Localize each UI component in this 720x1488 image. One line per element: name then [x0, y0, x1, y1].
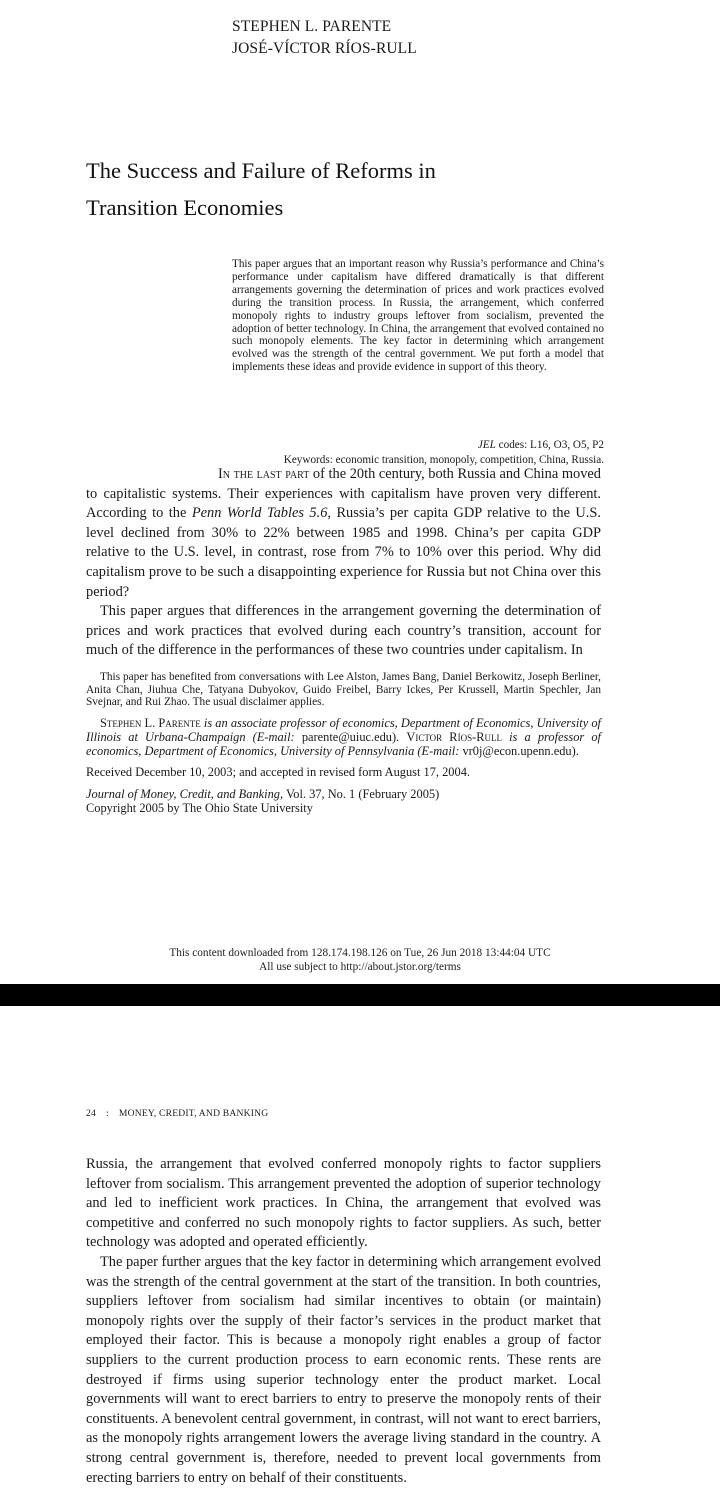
text-run: , Russia’s per capita GDP relative to the U.S. level declined from 30% to 22% between 1985 and 1998. China’s per capita GDP relative to the U.S. level, in contrast, rose from 7% to 10% over this period. Why did capitalism prove to be such a disappointing experience for Russia but not China over this period? [86, 505, 601, 600]
keywords: Keywords: economic transition, monopoly, competition, China, Russia. [283, 454, 604, 466]
author-name: STEPHEN L. PARENTE [232, 18, 392, 35]
download-info: This content downloaded from 128.174.198.126 on Tue, 26 Jun 2018 13:44:04 UTC [169, 947, 551, 959]
footnotes [86, 671, 601, 815]
copyright-notice: Copyright 2005 by The Ohio State University [86, 800, 313, 815]
running-head-separator: : [106, 1108, 109, 1119]
author-list [232, 16, 417, 60]
page-number: 24 [86, 1108, 96, 1119]
intro-paragraph-1 [86, 465, 601, 602]
text-run: of the 20th century, both Russia and China moved to capitalistic systems. Their experiences with capitalism have proven very different. According to the [86, 466, 601, 522]
lead-in-smallcaps: In the last part [218, 466, 310, 482]
terms-link[interactable]: All use subject to http://about.jstor.org/terms [259, 960, 461, 973]
journal-citation [86, 787, 601, 801]
download-footer [0, 947, 720, 974]
journal-volume: Vol. 37, No. 1 (February 2005) [283, 786, 440, 801]
continued-paragraph: Russia, the arrangement that evolved conferred monopoly rights to factor suppliers leftover from socialism. This arrangement prevented the adoption of superior technology and led to inefficient work practices. In China, the arrangement that evolved was competitive and conferred no such monopoly rights to factor suppliers. As such, better technology was adopted and operated efficiently. [86, 1156, 601, 1251]
text-run: is an associate professor of economics, Department of Economics, University of Illinois at Urbana-Champaign ( [86, 715, 601, 744]
author-name-smallcaps: Victor Ríos-Rull [406, 729, 502, 744]
author-email: vr0j@econ.upenn.edu). [459, 744, 579, 759]
paper-title [86, 152, 646, 226]
title-line: The Success and Failure of Reforms in [86, 158, 436, 183]
page-2-text [86, 1155, 601, 1488]
author-name-smallcaps: Stephen L. Parente [100, 715, 201, 730]
author-name: JOSÉ-VÍCTOR RÍOS-RULL [232, 40, 417, 57]
intro-paragraph-2: This paper argues that differences in the arrangement governing the determination of prices and work practices that evolved during each country’s transition, account for much of the difference in the performances of these two countries under capitalism. In [86, 603, 601, 659]
author-bio-note [86, 716, 601, 759]
text-run: E-mail: [421, 744, 460, 759]
introduction-text [86, 465, 601, 661]
jel-codes [478, 438, 604, 453]
author-email: parente@uiuc.edu). [294, 729, 407, 744]
jel-label: JEL [477, 439, 496, 451]
jel-code-values: L16, O3, O5, P2 [530, 439, 604, 451]
journal-name: Journal of Money, Credit, and Banking, [86, 786, 284, 801]
jel-label-rest: codes: [495, 439, 531, 451]
text-run: is a professor of economics, Department of Economics, University of Pennsylvania ( [86, 729, 601, 759]
cited-work: Penn World Tables 5.6 [191, 505, 328, 522]
running-head [86, 1108, 268, 1119]
acknowledgment-note: This paper has benefited from conversations with Lee Alston, James Bang, Daniel Berkowitz, Joseph Berliner, Anita Chan, Jiuhua Che, Tatyana Dubyokov, Guido Freibel, Barry Ickes, Per Krussell, Martin Spechler, Jan Svejnar, and Rui Zhao. The usual disclaimer applies. [86, 671, 601, 709]
journal-running-title: MONEY, CREDIT, AND BANKING [118, 1108, 269, 1119]
title-line: Transition Economies [86, 195, 284, 220]
received-dates: Received December 10, 2003; and accepted in revised form August 17, 2004. [86, 765, 470, 780]
abstract: This paper argues that an important reason why Russia’s performance and China’s performance under capitalism have differed dramatically is that different arrangements governing the determination of prices and work practices evolved during the transition process. In Russia, the arrangement, which conferred monopoly rights to industry groups leftover from socialism, prevented the adoption of better technology. In China, the arrangement that evolved contained no such monopoly elements. The key factor in determining which arrangement evolved was the strength of the central government. We put forth a model that implements these ideas and provide evidence in support of this theory. [232, 258, 604, 374]
page-separator [0, 984, 720, 1006]
paragraph: The paper further argues that the key factor in determining which arrangement evolved was the strength of the central government at the start of the transition. In both countries, suppliers leftover from socialism had similar incentives to obtain (or maintain) monopoly rights over the supply of their factor’s services in the product market that employed their factor. This is because a monopoly right enables a group of factor suppliers to the current production process to earn economic rents. These rents are destroyed if firms using superior technology enter the product market. Local governments will want to erect barriers to entry to preserve the monopoly rents of their constituents. A benevolent central government, in contrast, will not want to erect barriers, as the monopoly rights arrangement lowers the average living standard in the country. A strong central government is, therefore, needed to prevent local governments from erecting barriers to entry on behalf of their constituents. [86, 1253, 601, 1486]
text-run: E-mail: [256, 729, 295, 744]
